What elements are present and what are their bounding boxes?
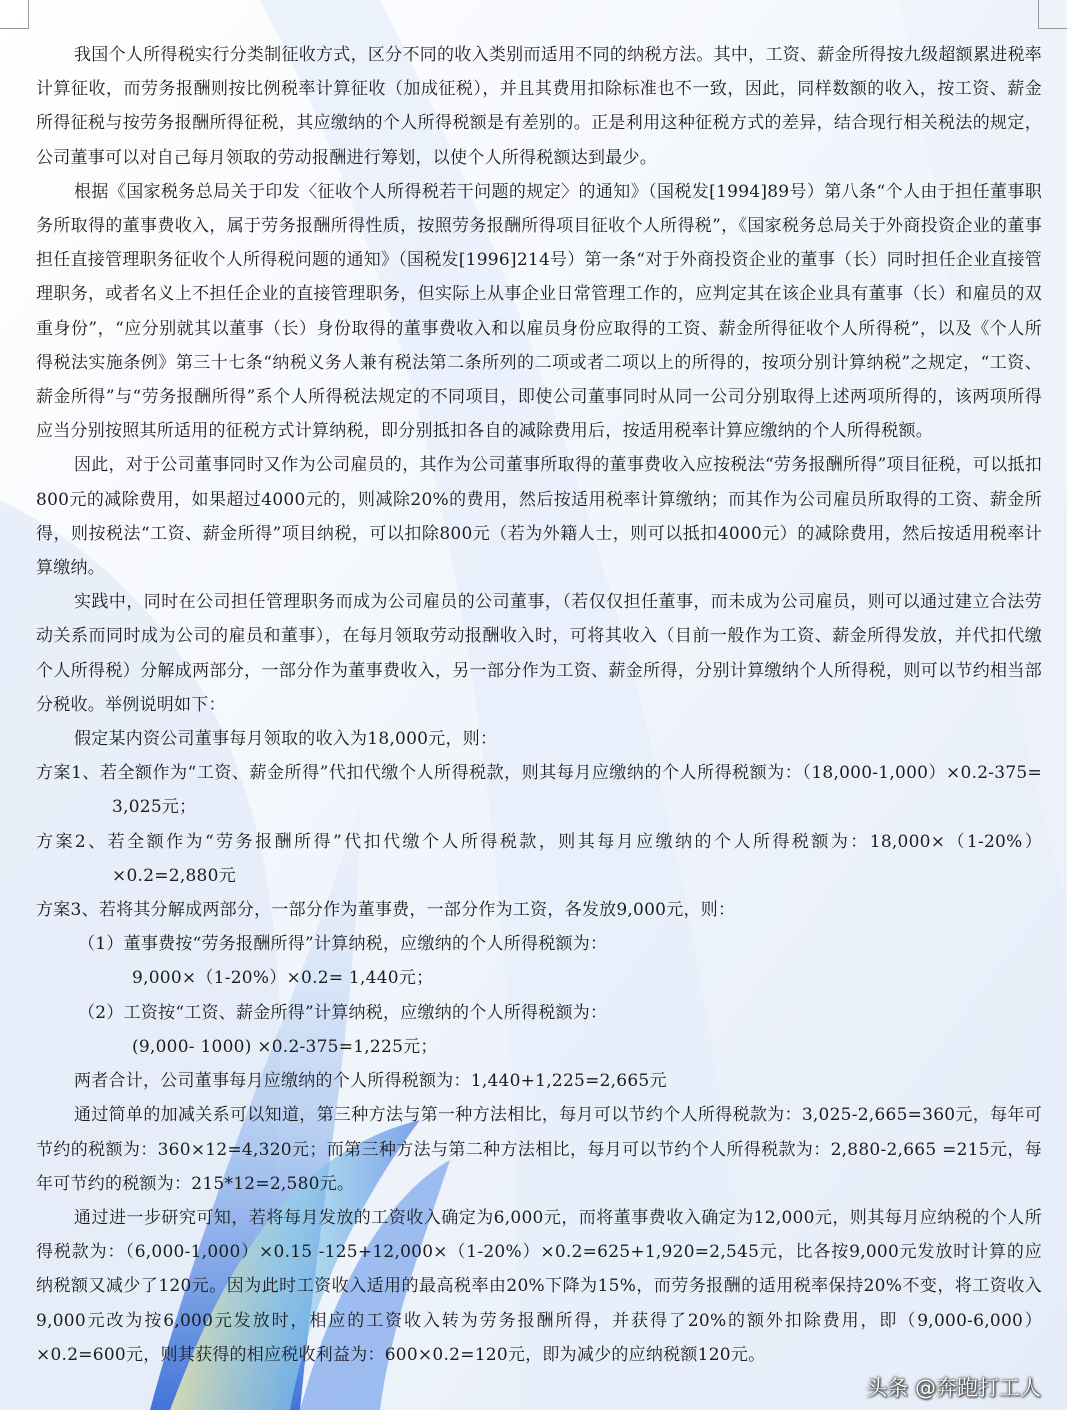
document-body [36, 38, 1042, 1372]
formula: 9,000×（1-20%）×0.2= 1,440元； [132, 968, 434, 989]
paragraph: 实践中，同时在公司担任管理职务而成为公司雇员的公司董事，（若仅仅担任董事，而未成为公司雇员，则可以通过建立合法劳动关系而同时成为公司的雇员和董事），在每月领取劳动报酬收入时，可将其收入（目前一般作为工资、薪金所得发放，并代扣代缴个人所得税）分解成两部分，一部分作为董事费收入，另一部分作为工资、薪金所得，分别计算缴纳个人所得税，则可以节约相当部分税收。举例说明如下： [36, 592, 1042, 715]
paragraph: 通过简单的加减关系可以知道，第三种方法与第一种方法相比，每月可以节约个人所得税款为：3,025-2,665=360元，每年可节约的税额为：360×12=4,320元；而第三种方法与第二种方法相比，每月可以节约个人所得税款为：2,880-2,665 =215元，每年可节约的税额为：215*12=2,580元。 [36, 1105, 1042, 1194]
paragraph: 根据《国家税务总局关于印发〈征收个人所得税若干问题的规定〉的通知》（国税发[1994]89号）第八条“个人由于担任董事职务所取得的董事费收入，属于劳务报酬所得性质，按照劳务报酬所得项目征收个人所得税”，《国家税务总局关于外商投资企业的董事担任直接管理职务征收个人所得税问题的通知》（国税发[1996]214号）第一条“对于外商投资企业的董事（长）同时担任企业直接管理职务，或者名义上不担任企业的直接管理职务，但实际上从事企业日常管理工作的，应判定其在该企业具有董事（长）和雇员的双重身份”，“应分别就其以董事（长）身份取得的董事费收入和以雇员身份应取得的工资、薪金所得征收个人所得税”，以及《个人所得税法实施条例》第三十七条“纳税义务人兼有税法第二条所列的二项或者二项以上的所得的，按项分别计算纳税”之规定，“工资、薪金所得”与“劳务报酬所得”系个人所得税法规定的不同项目，即使公司董事同时从同一公司分别取得上述两项所得的，该两项所得应当分别按照其所适用的征税方式计算纳税，即分别抵扣各自的减除费用后，按适用税率计算应缴纳的个人所得税额。 [36, 181, 1042, 442]
plan-item: 方案1、若全额作为“工资、薪金所得”代扣代缴个人所得税款，则其每月应缴纳的个人所得税额为：（18,000-1,000）×0.2-375= 3,025元； [36, 763, 1042, 818]
paragraph: 因此，对于公司董事同时又作为公司雇员的，其作为公司董事所取得的董事费收入应按税法“劳务报酬所得”项目征税，可以抵扣800元的减除费用，如果超过4000元的，则减除20%的费用，然后按适用税率计算缴纳；而其作为公司雇员所取得的工资、薪金所得，则按税法“工资、薪金所得”项目纳税，可以扣除800元（若为外籍人士，则可以抵扣4000元）的减除费用，然后按适用税率计算缴纳。 [36, 455, 1042, 579]
plan-item: 方案3、若将其分解成两部分，一部分作为董事费，一部分作为工资，各发放9,000元，则： [36, 900, 736, 921]
plan-item: 方案2、若全额作为“劳务报酬所得”代扣代缴个人所得税款，则其每月应缴纳的个人所得税额为：18,000×（1-20%）×0.2=2,880元 [36, 831, 1042, 886]
page-corner-mark [1038, 0, 1067, 29]
page-corner-mark [0, 0, 29, 29]
sub-item: （1）董事费按“劳务报酬所得”计算纳税，应缴纳的个人所得税额为： [78, 934, 608, 955]
total-line: 两者合计，公司董事每月应缴纳的个人所得税额为：1,440+1,225=2,665元 [74, 1071, 667, 1092]
paragraph: 我国个人所得税实行分类制征收方式，区分不同的收入类别而适用不同的纳税方法。其中，工资、薪金所得按九级超额累进税率计算征收，而劳务报酬则按比例税率计算征收（加成征税），并且其费用扣除标准也不一致，因此，同样数额的收入，按工资、薪金所得征税与按劳务报酬所得征税，其应缴纳的个人所得税额是有差别的。正是利用这种征税方式的差异，结合现行相关税法的规定，公司董事可以对自己每月领取的劳动报酬进行筹划，以使个人所得税额达到最少。 [36, 45, 1042, 168]
sub-item: （2）工资按“工资、薪金所得”计算纳税，应缴纳的个人所得税额为： [78, 1002, 608, 1023]
formula: (9,000- 1000) ×0.2-375=1,225元； [132, 1036, 438, 1057]
watermark-text: 头条 @奔跑打工人 [866, 1376, 1041, 1400]
paragraph: 通过进一步研究可知，若将每月发放的工资收入确定为6,000元，而将董事费收入确定为12,000元，则其每月应纳税的个人所得税款为：（6,000-1,000）×0.15 -125+12,000×（1-20%）×0.2=625+1,920=2,545元，比各按9,000元发放时计算的应纳税额又减少了120元。因为此时工资收入适用的最高税率由20%下降为15%，而劳务报酬的适用税率保持20%不变，将工资收入9,000元改为按6,000元发放时，相应的工资收入转为劳务报酬所得，并获得了20%的额外扣除费用，即（9,000-6,000）×0.2=600元，则其获得的相应税收利益为：600×0.2=120元，即为减少的应纳税额120元。 [36, 1207, 1042, 1365]
paragraph: 假定某内资公司董事每月领取的收入为18,000元，则： [74, 729, 498, 750]
